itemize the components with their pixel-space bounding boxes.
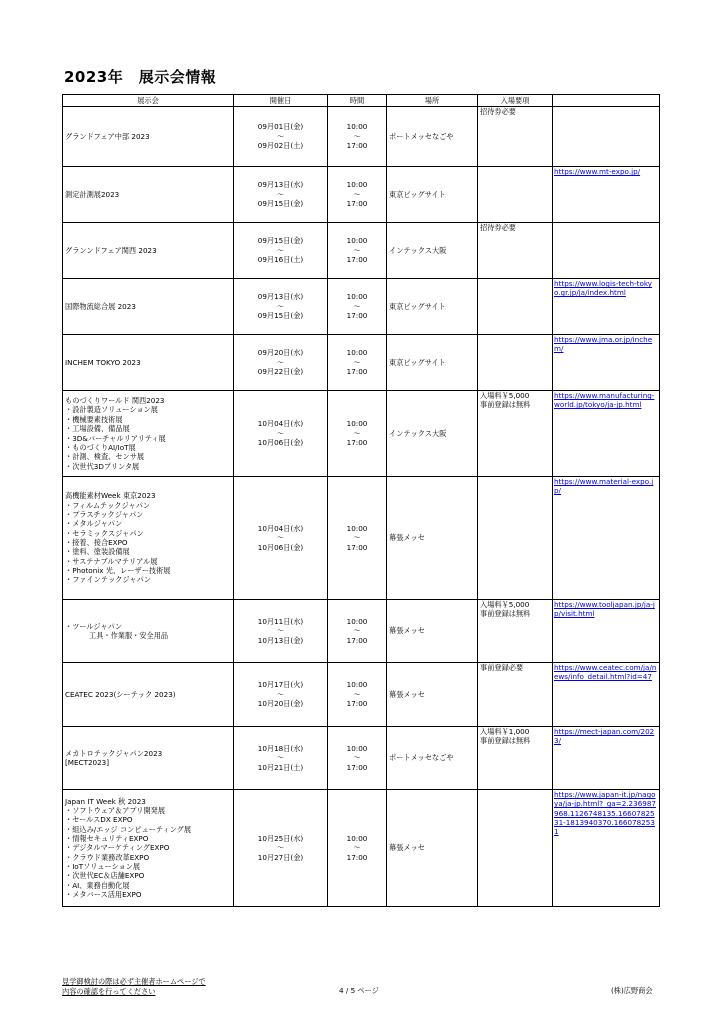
- exhibition-url-cell: [553, 600, 660, 663]
- time-line: 17:00: [346, 852, 368, 862]
- company-name: (株)広野商会: [611, 986, 653, 995]
- time-line: 17:00: [346, 199, 368, 209]
- exhibition-name-line: ものづくりワールド 関西2023: [65, 396, 165, 406]
- table-row: [63, 391, 660, 477]
- exhibition-name-line: ・サステナブルマテリアル展: [65, 556, 158, 566]
- requirement-line: 入場料￥5,000: [480, 600, 530, 609]
- time-line: 17:00: [346, 635, 368, 645]
- exhibition-link[interactable]: https://www.mt-expo.jp/: [554, 167, 641, 176]
- date-line: 10月25日(水): [257, 833, 304, 843]
- time-line: 10:00: [346, 180, 368, 190]
- table-row: [63, 279, 660, 335]
- date-line: 09月15日(金): [257, 236, 304, 246]
- exhibition-date: [234, 391, 328, 477]
- exhibition-venue: 東京ビッグサイト: [387, 167, 478, 223]
- date-line: ～: [276, 245, 285, 255]
- header-requirements: 入場要項: [478, 95, 553, 107]
- requirement-line: 招待券必要: [480, 223, 516, 232]
- exhibition-link[interactable]: https://www.manufacturing-world.jp/tokyo/ja-jp.html: [554, 391, 655, 410]
- table-row: [63, 600, 660, 663]
- date-line: 10月06日(金): [257, 542, 304, 552]
- exhibition-name-line: 測定計測展2023: [65, 189, 120, 199]
- exhibition-date: [234, 663, 328, 727]
- exhibition-date: [234, 600, 328, 663]
- exhibition-venue: ポートメッセなごや: [387, 727, 478, 790]
- date-line: ～: [276, 689, 285, 699]
- exhibition-name-line: ・メタバース活用EXPO: [65, 890, 142, 900]
- time-line: ～: [353, 843, 361, 853]
- time-line: ～: [353, 189, 361, 199]
- exhibition-name-line: ・機械要素技術展: [65, 414, 123, 424]
- requirement-line: 招待券必要: [480, 107, 516, 116]
- page-number: 4 / 5 ページ: [339, 986, 379, 995]
- table-row: [63, 477, 660, 600]
- time-line: 10:00: [346, 523, 368, 533]
- date-line: 09月20日(水): [257, 348, 304, 358]
- exhibition-url-cell: [553, 223, 660, 279]
- time-line: ～: [353, 753, 361, 763]
- exhibition-venue: 幕張メッセ: [387, 600, 478, 663]
- table-row: [63, 335, 660, 391]
- table-row: [63, 790, 660, 907]
- exhibition-venue: 幕張メッセ: [387, 477, 478, 600]
- exhibition-url-cell: [553, 477, 660, 600]
- exhibition-name-line: ・IoTソリューション展: [65, 862, 141, 872]
- exhibition-name-line: ・デジタルマーケティングEXPO: [65, 843, 170, 853]
- time-line: 17:00: [346, 311, 368, 321]
- exhibition-name-line: ・次世代3Dプリンタ展: [65, 461, 140, 471]
- exhibition-link[interactable]: https://www.ceatec.com/ja/news/info_detail.html?id=47: [554, 663, 657, 682]
- entry-requirements: [478, 223, 553, 279]
- date-line: 10月04日(水): [257, 523, 304, 533]
- exhibition-link[interactable]: https://www.jma.or.jp/inchem/: [554, 335, 653, 354]
- date-line: ～: [276, 533, 285, 543]
- exhibition-link[interactable]: https://www.material-expo.jp/: [554, 477, 654, 496]
- date-line: 09月02日(土): [257, 141, 304, 151]
- exhibition-link[interactable]: https://www.tooljapan.jp/ja-jp/visit.html: [554, 600, 655, 619]
- exhibition-name-line: ・Photonix 光、レーザー技術展: [65, 566, 171, 576]
- date-line: 09月22日(金): [257, 367, 304, 377]
- exhibition-name-line: ・ソフトウェア＆アプリ開発展: [65, 805, 166, 815]
- date-line: ～: [276, 428, 285, 438]
- exhibition-name: [63, 663, 234, 727]
- exhibition-name: [63, 477, 234, 600]
- date-line: ～: [276, 301, 285, 311]
- exhibition-table: [62, 94, 660, 907]
- exhibition-time: [328, 391, 387, 477]
- exhibition-name-line: ・クラウド業務改革EXPO: [65, 852, 150, 862]
- exhibition-link[interactable]: https://mect-japan.com/2023/: [554, 727, 655, 746]
- requirement-line: 事前登録必要: [480, 663, 524, 672]
- entry-requirements: [478, 391, 553, 477]
- exhibition-name: [63, 727, 234, 790]
- exhibition-time: [328, 600, 387, 663]
- time-line: ～: [353, 626, 361, 636]
- table-row: [63, 727, 660, 790]
- entry-requirements: [478, 167, 553, 223]
- entry-requirements: [478, 107, 553, 167]
- exhibition-name-line: ・セラミックスジャパン: [65, 528, 144, 538]
- exhibition-name: [63, 790, 234, 907]
- requirement-line: 入場料￥5,000: [480, 391, 530, 400]
- exhibition-time: [328, 223, 387, 279]
- exhibition-name-line: ・設計製造ソリューション展: [65, 405, 158, 415]
- date-line: 09月15日(金): [257, 199, 304, 209]
- time-line: 10:00: [346, 122, 368, 132]
- time-line: 10:00: [346, 292, 368, 302]
- date-line: 10月18日(水): [257, 743, 304, 753]
- entry-requirements: [478, 727, 553, 790]
- exhibition-name-line: ・プラスチックジャパン: [65, 509, 144, 519]
- time-line: ～: [353, 357, 361, 367]
- exhibition-name-line: ・メタルジャパン: [65, 519, 123, 529]
- exhibition-name-line: グランドフェア中部 2023: [65, 131, 150, 141]
- exhibition-venue: ポートメッセなごや: [387, 107, 478, 167]
- exhibition-date: [234, 167, 328, 223]
- entry-requirements: [478, 477, 553, 600]
- exhibition-url-cell: [553, 790, 660, 907]
- exhibition-url-cell: [553, 335, 660, 391]
- date-line: 09月15日(金): [257, 311, 304, 321]
- date-line: 09月01日(金): [257, 122, 304, 132]
- time-line: 17:00: [346, 542, 368, 552]
- exhibition-url-cell: [553, 167, 660, 223]
- exhibition-name-line: ・塗料、塗装設備展: [65, 547, 130, 557]
- date-line: ～: [276, 131, 285, 141]
- exhibition-name: [63, 600, 234, 663]
- exhibition-name-line: グランンドフェア関西 2023: [65, 245, 157, 255]
- time-line: 17:00: [346, 762, 368, 772]
- exhibition-time: [328, 335, 387, 391]
- entry-requirements: [478, 279, 553, 335]
- table-row: [63, 107, 660, 167]
- entry-requirements: [478, 790, 553, 907]
- footer-note-line: 見学御検討の際は必ず主催者ホームページで: [62, 977, 206, 986]
- exhibition-name-line: ・工場設備、備品展: [65, 424, 130, 434]
- table-row: [63, 663, 660, 727]
- date-line: ～: [276, 626, 285, 636]
- time-line: 10:00: [346, 680, 368, 690]
- exhibition-time: [328, 167, 387, 223]
- exhibition-name-line: Japan IT Week 秋 2023: [65, 796, 146, 806]
- exhibition-name-line: ・フィルムテックジャパン: [65, 500, 151, 510]
- exhibition-time: [328, 107, 387, 167]
- exhibition-time: [328, 727, 387, 790]
- date-line: 10月21日(土): [257, 762, 304, 772]
- exhibition-name-line: 国際物流総合展 2023: [65, 301, 136, 311]
- exhibition-venue: 幕張メッセ: [387, 790, 478, 907]
- date-line: ～: [276, 189, 285, 199]
- exhibition-venue: インテックス大阪: [387, 391, 478, 477]
- date-line: 10月11日(水): [257, 616, 304, 626]
- date-line: 09月16日(土): [257, 255, 304, 265]
- exhibition-date: [234, 107, 328, 167]
- entry-requirements: [478, 600, 553, 663]
- exhibition-time: [328, 790, 387, 907]
- exhibition-name-line: 高機能素材Week 東京2023: [65, 491, 156, 501]
- time-line: ～: [353, 131, 361, 141]
- exhibition-time: [328, 663, 387, 727]
- exhibition-url-cell: [553, 279, 660, 335]
- requirement-line: 事前登録は無料: [480, 400, 531, 410]
- exhibition-time: [328, 477, 387, 600]
- time-line: ～: [353, 428, 361, 438]
- exhibition-name: [63, 167, 234, 223]
- exhibition-url-cell: [553, 727, 660, 790]
- exhibition-name-line: ・セールスDX EXPO: [65, 815, 133, 825]
- exhibition-time: [328, 279, 387, 335]
- exhibition-name-line: ・ファインテックジャパン: [65, 575, 151, 585]
- header-row: [63, 95, 660, 107]
- time-line: 10:00: [346, 419, 368, 429]
- exhibition-name-line: ・情報セキュリティEXPO: [65, 833, 149, 843]
- exhibition-name-line: ・AI、業務自動化展: [65, 880, 130, 890]
- requirement-line: 事前登録は無料: [480, 609, 531, 619]
- exhibition-date: [234, 279, 328, 335]
- exhibition-name-line: ・次世代EC＆店舗EXPO: [65, 871, 145, 881]
- exhibition-venue: 幕張メッセ: [387, 663, 478, 727]
- date-line: 10月13日(金): [257, 635, 304, 645]
- header-time: 時間: [328, 95, 387, 107]
- exhibition-name-line: ・ものづくりAI/IoT展: [65, 442, 136, 452]
- requirement-line: 事前登録は無料: [480, 736, 531, 746]
- exhibition-name-line: [MECT2023]: [65, 758, 110, 767]
- entry-requirements: [478, 663, 553, 727]
- date-line: ～: [276, 753, 285, 763]
- header-date: 開催日: [234, 95, 328, 107]
- time-line: ～: [353, 245, 361, 255]
- time-line: 17:00: [346, 255, 368, 265]
- time-line: 17:00: [346, 438, 368, 448]
- date-line: 09月13日(水): [257, 180, 304, 190]
- exhibition-name: [63, 335, 234, 391]
- exhibition-name-line: ・3D&バーチャルリアリティ展: [65, 433, 166, 443]
- exhibition-url-cell: [553, 663, 660, 727]
- exhibition-name-line: ・計測、検査、センサ展: [65, 452, 145, 462]
- time-line: ～: [353, 301, 361, 311]
- exhibition-name: [63, 223, 234, 279]
- exhibition-url-cell: [553, 107, 660, 167]
- date-line: 10月06日(金): [257, 438, 304, 448]
- header-venue: 場所: [387, 95, 478, 107]
- exhibition-date: [234, 335, 328, 391]
- exhibition-date: [234, 727, 328, 790]
- date-line: 10月27日(金): [257, 852, 304, 862]
- exhibition-name-line: ・組込み/エッジ コンピューティング展: [65, 824, 192, 834]
- exhibition-date: [234, 477, 328, 600]
- exhibition-name-line: ・ツールジャパン: [65, 621, 123, 631]
- exhibition-venue: インテックス大阪: [387, 223, 478, 279]
- table-row: [63, 167, 660, 223]
- footer-note: [62, 977, 206, 996]
- exhibition-name-line: CEATEC 2023(シーテック 2023): [65, 689, 176, 699]
- date-line: 10月20日(金): [257, 699, 304, 709]
- exhibition-name: [63, 107, 234, 167]
- exhibition-name: [63, 279, 234, 335]
- exhibition-name-line: 工具・作業服・安全用品: [89, 631, 169, 640]
- time-line: 10:00: [346, 833, 368, 843]
- exhibition-link[interactable]: https://www.logis-tech-tokyo.gr.jp/ja/index.html: [554, 279, 653, 298]
- header-exhibition: 展示会: [63, 95, 234, 107]
- requirement-line: 入場料￥1,000: [480, 727, 530, 736]
- time-line: 10:00: [346, 348, 368, 358]
- exhibition-link[interactable]: https://www.japan-it.jp/nagoya/ja-jp.html?_ga=2.236987968.1126748135.1660782531-1813940370.1660782531: [554, 790, 656, 837]
- table-row: [63, 223, 660, 279]
- exhibition-url-cell: [553, 391, 660, 477]
- date-line: 10月04日(水): [257, 419, 304, 429]
- exhibition-name-line: INCHEM TOKYO 2023: [65, 357, 141, 367]
- header-url: [553, 95, 660, 107]
- exhibition-name: [63, 391, 234, 477]
- time-line: 10:00: [346, 236, 368, 246]
- time-line: 10:00: [346, 743, 368, 753]
- footer-note-line: 内容の確認を行ってください: [62, 986, 156, 996]
- date-line: 10月17日(火): [257, 680, 304, 690]
- entry-requirements: [478, 335, 553, 391]
- date-line: 09月13日(水): [257, 292, 304, 302]
- date-line: ～: [276, 357, 285, 367]
- time-line: ～: [353, 689, 361, 699]
- page-title: 2023年 展示会情報: [64, 68, 217, 86]
- time-line: 17:00: [346, 367, 368, 377]
- exhibition-date: [234, 790, 328, 907]
- time-line: 17:00: [346, 141, 368, 151]
- exhibition-name-line: メカトロテックジャパン2023: [65, 748, 163, 758]
- exhibition-venue: 東京ビッグサイト: [387, 335, 478, 391]
- exhibition-date: [234, 223, 328, 279]
- exhibition-venue: 東京ビッグサイト: [387, 279, 478, 335]
- date-line: ～: [276, 843, 285, 853]
- time-line: ～: [353, 533, 361, 543]
- exhibition-name-line: ・接着、接合EXPO: [65, 538, 128, 547]
- time-line: 17:00: [346, 699, 368, 709]
- time-line: 10:00: [346, 616, 368, 626]
